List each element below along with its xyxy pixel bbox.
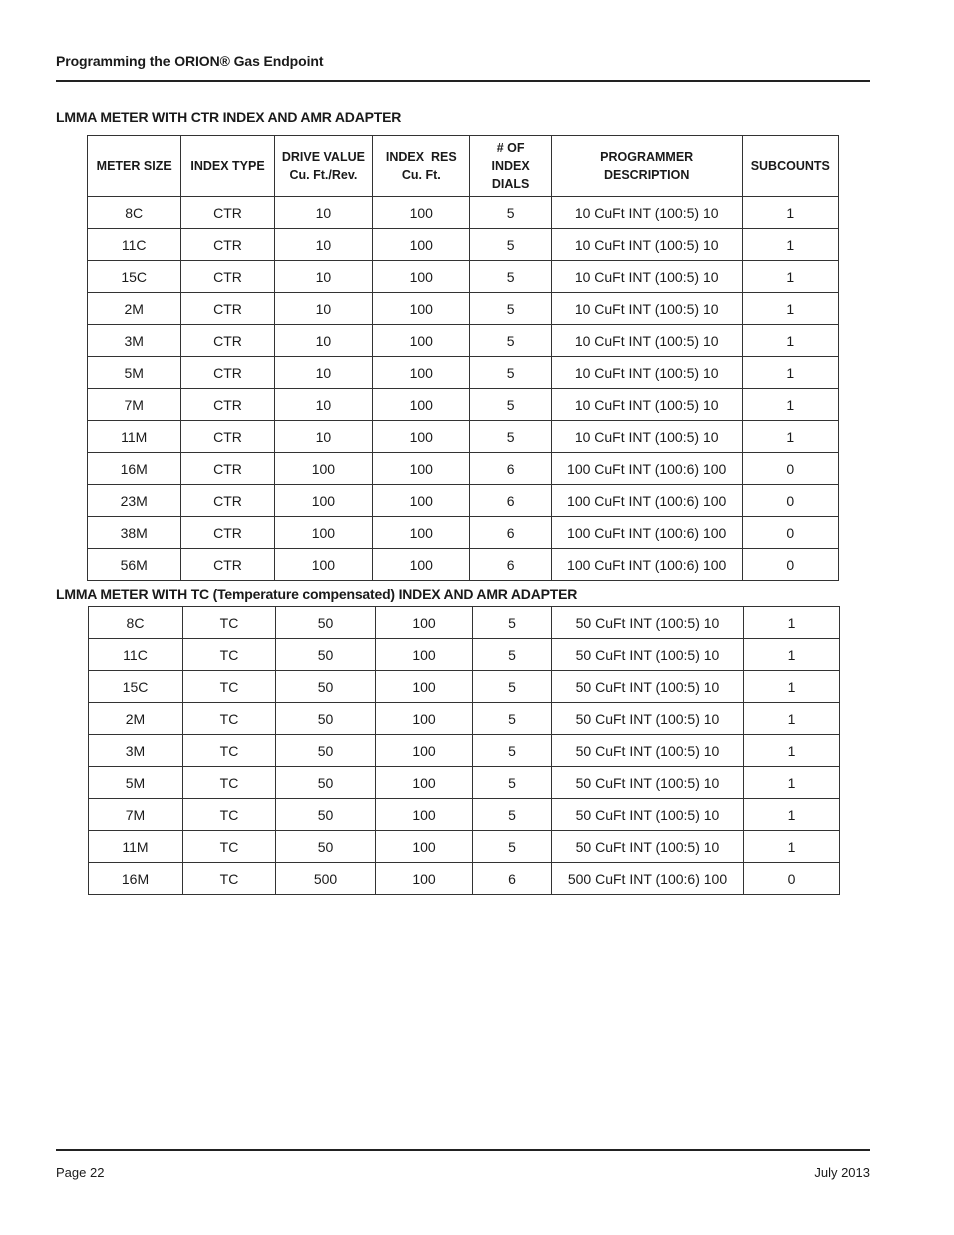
index-res-cell: 100 [373, 261, 470, 293]
subcounts-cell: 1 [744, 735, 840, 767]
table-row [88, 421, 839, 453]
index-type-cell: TC [183, 735, 276, 767]
table-row [88, 197, 839, 229]
drive-value-cell: 10 [274, 293, 372, 325]
meter-size-cell: 11M [89, 831, 183, 863]
index-dials-cell: 5 [473, 703, 552, 735]
table-row [89, 703, 840, 735]
index-type-cell: TC [183, 863, 276, 895]
index-res-cell: 100 [376, 767, 473, 799]
index-res-cell: 100 [373, 453, 470, 485]
index-res-cell: 100 [376, 831, 473, 863]
index-res-cell: 100 [373, 421, 470, 453]
programmer-description-cell: 50 CuFt INT (100:5) 10 [552, 735, 744, 767]
table-row [88, 453, 839, 485]
drive-value-cell: 50 [276, 767, 376, 799]
tc-meter-table [88, 606, 840, 895]
meter-size-cell: 2M [89, 703, 183, 735]
table-row [88, 549, 839, 581]
meter-size-cell: 3M [89, 735, 183, 767]
subcounts-cell: 0 [742, 485, 838, 517]
drive-value-cell: 10 [274, 261, 372, 293]
table-row [89, 607, 840, 639]
table-row [89, 831, 840, 863]
drive-value-cell: 10 [274, 421, 372, 453]
index-res-cell: 100 [376, 703, 473, 735]
meter-size-cell: 11M [88, 421, 181, 453]
drive-value-cell: 10 [274, 325, 372, 357]
index-dials-cell: 6 [470, 485, 551, 517]
programmer-description-cell: 50 CuFt INT (100:5) 10 [552, 671, 744, 703]
drive-value-cell: 10 [274, 229, 372, 261]
subcounts-cell: 1 [744, 831, 840, 863]
index-type-cell: CTR [181, 517, 274, 549]
index-res-cell: 100 [376, 799, 473, 831]
subcounts-cell: 1 [742, 389, 838, 421]
col-header-index-type: INDEX TYPE [181, 136, 274, 197]
meter-size-cell: 15C [89, 671, 183, 703]
programmer-description-cell: 50 CuFt INT (100:5) 10 [552, 831, 744, 863]
drive-value-cell: 50 [276, 799, 376, 831]
drive-value-cell: 10 [274, 389, 372, 421]
subcounts-cell: 0 [744, 863, 840, 895]
col-header-index-dials: # OF INDEX DIALS [470, 136, 551, 197]
programmer-description-cell: 50 CuFt INT (100:5) 10 [552, 799, 744, 831]
table-row [88, 389, 839, 421]
programmer-description-cell: 10 CuFt INT (100:5) 10 [551, 229, 742, 261]
drive-value-cell: 50 [276, 831, 376, 863]
section-heading-tc: LMMA METER WITH TC (Temperature compensated) INDEX AND AMR ADAPTER [56, 586, 578, 602]
table-header-row [88, 136, 839, 197]
index-dials-cell: 5 [473, 767, 552, 799]
subcounts-cell: 1 [744, 607, 840, 639]
index-dials-cell: 5 [470, 261, 551, 293]
index-res-cell: 100 [373, 229, 470, 261]
programmer-description-cell: 10 CuFt INT (100:5) 10 [551, 389, 742, 421]
index-type-cell: TC [183, 767, 276, 799]
index-res-cell: 100 [373, 549, 470, 581]
index-type-cell: CTR [181, 357, 274, 389]
footer-rule [56, 1149, 870, 1151]
table-row [88, 517, 839, 549]
index-dials-cell: 6 [470, 453, 551, 485]
subcounts-cell: 1 [742, 197, 838, 229]
index-res-cell: 100 [373, 293, 470, 325]
index-res-cell: 100 [376, 735, 473, 767]
drive-value-cell: 50 [276, 703, 376, 735]
index-type-cell: CTR [181, 325, 274, 357]
col-header-subcounts: SUBCOUNTS [742, 136, 838, 197]
index-type-cell: CTR [181, 485, 274, 517]
index-dials-cell: 5 [473, 735, 552, 767]
table-row [88, 229, 839, 261]
programmer-description-cell: 50 CuFt INT (100:5) 10 [552, 639, 744, 671]
table-row [89, 735, 840, 767]
table-row [88, 485, 839, 517]
subcounts-cell: 1 [742, 325, 838, 357]
header-rule [56, 80, 870, 82]
table-row [89, 799, 840, 831]
index-dials-cell: 5 [470, 357, 551, 389]
index-type-cell: CTR [181, 389, 274, 421]
meter-size-cell: 5M [89, 767, 183, 799]
table-row [88, 293, 839, 325]
index-dials-cell: 6 [473, 863, 552, 895]
table-row [89, 639, 840, 671]
index-dials-cell: 5 [470, 197, 551, 229]
col-header-index-res: INDEX RES Cu. Ft. [373, 136, 470, 197]
index-dials-cell: 5 [470, 325, 551, 357]
meter-size-cell: 8C [88, 197, 181, 229]
page-number: Page 22 [56, 1165, 105, 1180]
table-row [89, 863, 840, 895]
index-type-cell: CTR [181, 261, 274, 293]
index-dials-cell: 5 [473, 639, 552, 671]
programmer-description-cell: 100 CuFt INT (100:6) 100 [551, 485, 742, 517]
table-row [89, 767, 840, 799]
programmer-description-cell: 50 CuFt INT (100:5) 10 [552, 607, 744, 639]
index-type-cell: CTR [181, 549, 274, 581]
subcounts-cell: 1 [744, 703, 840, 735]
index-res-cell: 100 [373, 485, 470, 517]
index-type-cell: CTR [181, 293, 274, 325]
subcounts-cell: 0 [742, 453, 838, 485]
drive-value-cell: 50 [276, 639, 376, 671]
index-res-cell: 100 [373, 357, 470, 389]
index-res-cell: 100 [373, 517, 470, 549]
subcounts-cell: 1 [742, 357, 838, 389]
drive-value-cell: 100 [274, 549, 372, 581]
subcounts-cell: 1 [744, 799, 840, 831]
meter-size-cell: 15C [88, 261, 181, 293]
meter-size-cell: 3M [88, 325, 181, 357]
drive-value-cell: 50 [276, 607, 376, 639]
table-row [88, 261, 839, 293]
page-header-title: Programming the ORION® Gas Endpoint [56, 53, 324, 69]
programmer-description-cell: 50 CuFt INT (100:5) 10 [552, 703, 744, 735]
programmer-description-cell: 10 CuFt INT (100:5) 10 [551, 325, 742, 357]
drive-value-cell: 100 [274, 453, 372, 485]
programmer-description-cell: 10 CuFt INT (100:5) 10 [551, 421, 742, 453]
index-dials-cell: 5 [470, 293, 551, 325]
index-res-cell: 100 [376, 607, 473, 639]
subcounts-cell: 0 [742, 517, 838, 549]
subcounts-cell: 1 [744, 639, 840, 671]
index-type-cell: CTR [181, 421, 274, 453]
programmer-description-cell: 100 CuFt INT (100:6) 100 [551, 549, 742, 581]
index-type-cell: TC [183, 799, 276, 831]
meter-size-cell: 5M [88, 357, 181, 389]
programmer-description-cell: 100 CuFt INT (100:6) 100 [551, 453, 742, 485]
meter-size-cell: 8C [89, 607, 183, 639]
index-type-cell: TC [183, 831, 276, 863]
subcounts-cell: 1 [742, 229, 838, 261]
index-res-cell: 100 [376, 863, 473, 895]
subcounts-cell: 1 [742, 421, 838, 453]
col-header-drive-value: DRIVE VALUE Cu. Ft./Rev. [274, 136, 372, 197]
programmer-description-cell: 500 CuFt INT (100:6) 100 [552, 863, 744, 895]
index-type-cell: CTR [181, 229, 274, 261]
meter-size-cell: 11C [89, 639, 183, 671]
meter-size-cell: 2M [88, 293, 181, 325]
index-dials-cell: 5 [473, 607, 552, 639]
index-dials-cell: 5 [473, 799, 552, 831]
index-type-cell: TC [183, 639, 276, 671]
programmer-description-cell: 10 CuFt INT (100:5) 10 [551, 293, 742, 325]
col-header-programmer-description: PROGRAMMER DESCRIPTION [551, 136, 742, 197]
meter-size-cell: 7M [89, 799, 183, 831]
programmer-description-cell: 10 CuFt INT (100:5) 10 [551, 261, 742, 293]
drive-value-cell: 50 [276, 735, 376, 767]
subcounts-cell: 0 [742, 549, 838, 581]
index-dials-cell: 5 [470, 421, 551, 453]
ctr-meter-table [87, 135, 839, 581]
meter-size-cell: 11C [88, 229, 181, 261]
index-res-cell: 100 [373, 389, 470, 421]
index-type-cell: TC [183, 671, 276, 703]
index-type-cell: TC [183, 703, 276, 735]
subcounts-cell: 1 [742, 261, 838, 293]
meter-size-cell: 38M [88, 517, 181, 549]
meter-size-cell: 16M [88, 453, 181, 485]
meter-size-cell: 23M [88, 485, 181, 517]
table-row [88, 357, 839, 389]
index-res-cell: 100 [376, 639, 473, 671]
drive-value-cell: 100 [274, 517, 372, 549]
drive-value-cell: 10 [274, 357, 372, 389]
drive-value-cell: 100 [274, 485, 372, 517]
meter-size-cell: 16M [89, 863, 183, 895]
programmer-description-cell: 10 CuFt INT (100:5) 10 [551, 197, 742, 229]
drive-value-cell: 500 [276, 863, 376, 895]
index-dials-cell: 5 [470, 389, 551, 421]
index-type-cell: CTR [181, 453, 274, 485]
programmer-description-cell: 10 CuFt INT (100:5) 10 [551, 357, 742, 389]
subcounts-cell: 1 [744, 671, 840, 703]
subcounts-cell: 1 [742, 293, 838, 325]
index-res-cell: 100 [376, 671, 473, 703]
meter-size-cell: 7M [88, 389, 181, 421]
index-type-cell: CTR [181, 197, 274, 229]
section-heading-ctr: LMMA METER WITH CTR INDEX AND AMR ADAPTER [56, 109, 402, 125]
index-dials-cell: 5 [473, 671, 552, 703]
col-header-meter-size: METER SIZE [88, 136, 181, 197]
index-res-cell: 100 [373, 197, 470, 229]
table-row [88, 325, 839, 357]
publication-date: July 2013 [814, 1165, 870, 1180]
programmer-description-cell: 50 CuFt INT (100:5) 10 [552, 767, 744, 799]
subcounts-cell: 1 [744, 767, 840, 799]
index-dials-cell: 6 [470, 517, 551, 549]
index-dials-cell: 5 [473, 831, 552, 863]
index-type-cell: TC [183, 607, 276, 639]
programmer-description-cell: 100 CuFt INT (100:6) 100 [551, 517, 742, 549]
index-dials-cell: 5 [470, 229, 551, 261]
drive-value-cell: 10 [274, 197, 372, 229]
index-dials-cell: 6 [470, 549, 551, 581]
index-res-cell: 100 [373, 325, 470, 357]
table-row [89, 671, 840, 703]
drive-value-cell: 50 [276, 671, 376, 703]
meter-size-cell: 56M [88, 549, 181, 581]
